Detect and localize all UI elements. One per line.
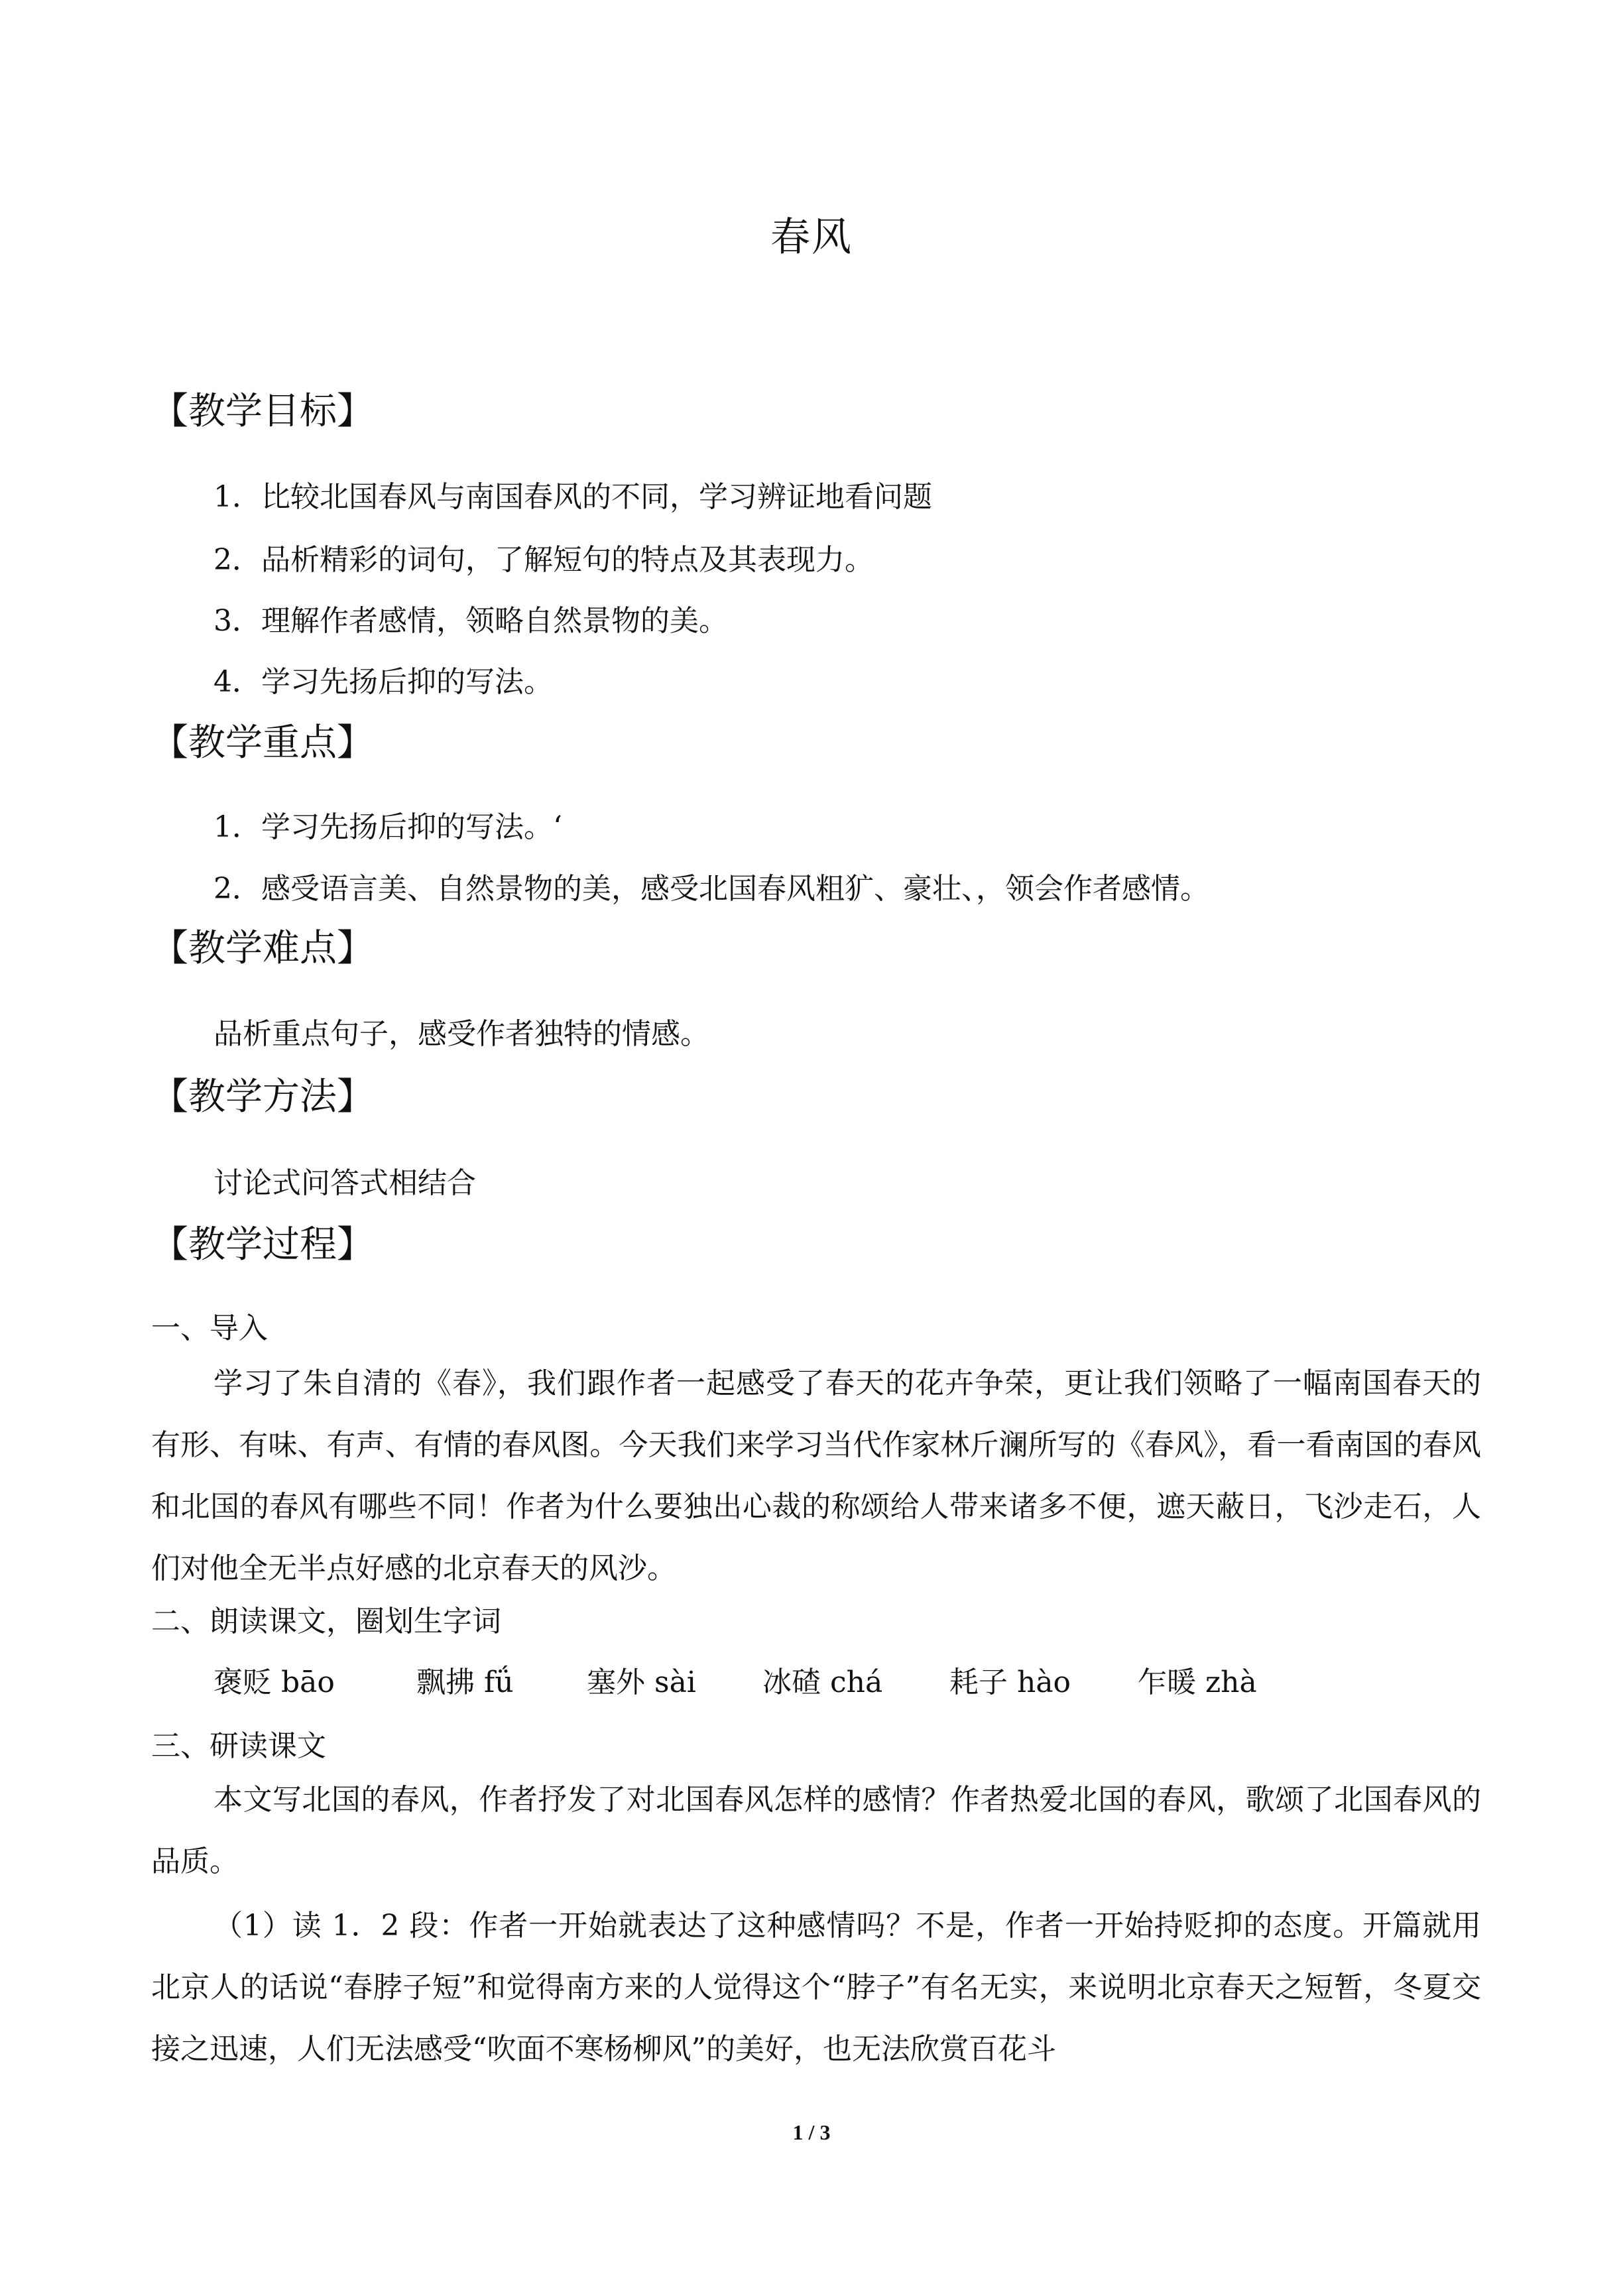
step2-title: 二、朗读课文，圈划生字词: [151, 1604, 501, 1638]
heading-process: 【教学过程】: [151, 1223, 374, 1266]
vocab-item: 飘拂 fǘ: [416, 1665, 514, 1699]
vocab-item: 塞外 sài: [587, 1665, 696, 1699]
objective-item-3: 3．理解作者感情，领略自然景物的美。: [213, 604, 728, 638]
objective-item-1: 1．比较北国春风与南国春风的不同，学习辨证地看问题: [213, 480, 932, 514]
vocab-item: 耗子 hào: [949, 1665, 1071, 1699]
page-number: 1 / 3: [792, 2120, 831, 2144]
vocab-item: 褒贬 bāo: [213, 1665, 335, 1699]
step3-paragraph: 本文写北国的春风，作者抒发了对北国春风怎样的感情？作者热爱北国的春风，歌颂了北国春风的品质。: [151, 1783, 1481, 1878]
vocab-item: 乍暖 zhà: [1138, 1665, 1257, 1699]
step3-title: 三、研读课文: [151, 1729, 326, 1763]
step1-paragraph: 学习了朱自清的《春》，我们跟作者一起感受了春天的花卉争荣，更让我们领略了一幅南国春天的有形、有味、有声、有情的春风图。今天我们来学习当代作家林斤澜所写的《春风》，看一看南国的春风和北国的春风有哪些不同！作者为什么要独出心裁的称颂给人带来诸多不便，遮天蔽日，飞沙走石，人们对他全无半点好感的北京春天的风沙。: [151, 1366, 1481, 1585]
objective-item-2: 2．品析精彩的词句，了解短句的特点及其表现力。: [213, 543, 874, 577]
heading-key-points: 【教学重点】: [151, 721, 374, 764]
step1-title: 一、导入: [151, 1311, 268, 1345]
heading-objectives: 【教学目标】: [151, 390, 374, 433]
key-point-item-1: 1．学习先扬后抑的写法。‘: [213, 810, 562, 844]
methods-text: 讨论式问答式相结合: [213, 1166, 476, 1200]
heading-methods: 【教学方法】: [151, 1075, 374, 1118]
document-title: 春风: [770, 214, 853, 261]
difficulties-text: 品析重点句子，感受作者独特的情感。: [213, 1017, 709, 1051]
step3-subparagraph-1: （1）读 1．2 段：作者一开始就表达了这种感情吗？不是，作者一开始持贬抑的态度。开篇就用北京人的话说“春脖子短”和觉得南方来的人觉得这个“脖子”有名无实，来说明北京春天之短暂，冬夏交接之迅速，人们无法感受“吹面不寒杨柳风”的美好，也无法欣赏百花斗: [151, 1909, 1481, 2066]
heading-difficulties: 【教学难点】: [151, 927, 374, 970]
key-point-item-2: 2．感受语言美、自然景物的美，感受北国春风粗犷、豪壮、，领会作者感情。: [213, 872, 1209, 906]
objective-item-4: 4．学习先扬后抑的写法。: [213, 665, 553, 699]
vocab-item: 冰碴 chá: [762, 1665, 883, 1699]
